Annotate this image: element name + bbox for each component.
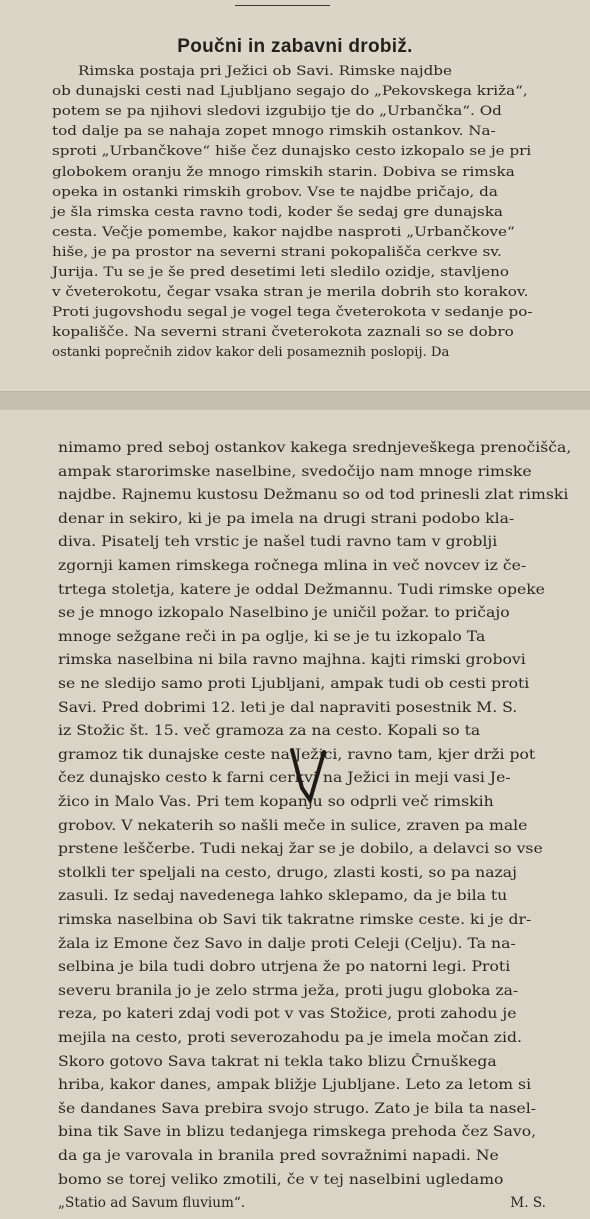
clipping-bottom xyxy=(0,410,590,1219)
text-line: diva. Pisatelj teh vrstic je našel tudi ravno tam v grobljі xyxy=(58,534,498,551)
text-line: stolkli ter speljali na cesto, drugo, zlasti kosti, so pa nazaj xyxy=(58,864,517,881)
text-line xyxy=(58,1193,576,1214)
text-line: najdbe. Rajnemu kustosu Dežmanu so od tod prinesli zlat rimski xyxy=(58,487,569,504)
text-line: hriba, kakor danes, ampak bližje Ljubljane. Leto za letom si xyxy=(58,1077,532,1094)
text-line: cesta. Večje pomembe, kakor najdbe nasproti „Urbančkove“ xyxy=(52,224,515,240)
text-line: je šla rimska cesta ravno todi, koder še sedaj gre dunajska xyxy=(52,204,503,220)
clipping-top xyxy=(0,0,590,392)
text-line: da ga je varovala in branila pred sovražnimi napadi. Ne xyxy=(58,1148,499,1164)
article-heading: Poučni in zabavni drobiž. xyxy=(177,36,413,57)
text-line: mnoge sežgane reči in pa oglje, ki se je tu izkopalo Ta xyxy=(58,628,486,645)
text-line: reza, po kateri zdaj vodi pot v vas Stožice, proti zahodu je xyxy=(58,1006,517,1023)
text-line: opeka in ostanki rimskih grobov. Vse te najdbe pričajo, da xyxy=(52,184,498,200)
author-signature: M. S. xyxy=(510,1195,546,1212)
text-line: Savi. Pred dobrimi 12. leti je dal napraviti posestnik M. S. xyxy=(58,699,518,716)
text-line: sproti „Urbančkove“ hiše čez dunajsko cesto izkopalo se je pri xyxy=(52,144,532,160)
ink-mark xyxy=(288,748,328,804)
text-line: bina tik Save in blizu tedanjega rimskega prehoda čez Savo, xyxy=(58,1124,537,1141)
text-line: v čveterokotu, čegar vsaka stran je merila dobrih sto korakov. xyxy=(52,285,529,301)
text-line: prstene leščerbe. Tudi nekaj žar se je dobilo, a delavci so vse xyxy=(58,841,543,858)
text-line: čez dunajsko cesto k farni cerkvi na Ježici in meji vasi Je- xyxy=(58,770,511,787)
text-line: Rimska postaja pri Ježici ob Savi. Rimske najdbe xyxy=(78,64,452,79)
text-line: mejila na cesto, proti severozahodu pa je imela močan zid. xyxy=(58,1030,522,1046)
clipping-gap xyxy=(0,392,590,410)
closing-quote: „Statio ad Savum fluvium“. xyxy=(58,1195,246,1212)
text-line: hiše, je pa prostor na severni strani pokopališča cerkve sv. xyxy=(52,244,502,260)
text-line: zgornji kamen rimskega ročnega mlina in več novcev iz če- xyxy=(58,558,527,574)
text-line: tod dalje pa se nahaja zopet mnogo rimskih ostankov. Na- xyxy=(52,124,496,140)
text-line: rimska naselbina ni bila ravno majhna. kajti rimski grobovi xyxy=(58,652,526,669)
text-line: Jurija. Tu se je še pred desetimi leti sledilo ozidje, stavljeno xyxy=(52,265,510,280)
text-line: Proti jugovshodu segal je vogel tega čveterokota v sedanje po- xyxy=(52,305,533,321)
text-line: ostanki poprečnih zidov kakor deli posameznih poslopij. Da xyxy=(52,345,450,361)
text-line: se je mnogo izkopalo Naselbino je uničil požar. to pričajo xyxy=(58,605,510,622)
text-line: potem se pa njihovi sledovi izgubijo tje do „Urbančka“. Od xyxy=(52,104,502,120)
text-line: se ne sledijo samo proti Ljubljani, ampak tudi ob cesti proti xyxy=(58,676,530,692)
article-bottom-text xyxy=(0,410,590,1219)
text-line: Skoro gotovo Sava takrat ni tekla tako blizu Črnuškega xyxy=(58,1053,497,1070)
text-line: žala iz Emone čez Savo in dalje proti Celeji (Celju). Ta na- xyxy=(58,935,516,952)
text-line: kopališče. Na severni strani čveterokota zaznali so se dobro xyxy=(52,325,514,341)
text-line: ampak starorimske naselbine, svedočijo nam mnoge rimske xyxy=(58,463,532,480)
text-line: rimska naselbina ob Savi tik takratne rimske ceste. ki je dr- xyxy=(58,912,532,928)
text-line: ob dunajski cesti nad Ljubljano segajo do „Pekovskega križa“, xyxy=(52,84,528,100)
text-line: bomo se torej veliko zmotili, če v tej naselbini ugledamo xyxy=(58,1171,504,1188)
text-line: globokem oranju že mnogo rimskih starin. Dobiva se rimska xyxy=(52,164,515,180)
text-line: iz Stožic št. 15. več gramoza za na cesto. Kopali so ta xyxy=(58,723,481,740)
text-line: zasuli. Iz sedaj navedenega lahko sklepamo, da je bila tu xyxy=(58,888,508,905)
text-line: severu branila jo je zelo strma ježa, proti jugu globoka za- xyxy=(58,982,519,999)
text-line: selbina je bila tudi dobro utrjena že po natorni legi. Proti xyxy=(58,959,511,976)
text-line: grobov. V nekaterih so našli meče in sulice, zraven pa male xyxy=(58,817,528,834)
text-line: žico in Malo Vas. Pri tem kopanju so odprli več rimskih xyxy=(58,794,494,810)
text-line: še dandanes Sava prebira svojo strugo. Zato je bila ta nasel- xyxy=(58,1100,537,1117)
text-line: nimamo pred seboj ostankov kakega srednjeveškega prenočišča, xyxy=(58,440,572,456)
text-line: denar in sekiro, ki je pa imela na drugi strani podobo kla- xyxy=(58,510,515,527)
article-top-text xyxy=(0,0,590,391)
text-line: trtega stoletja, katere je oddal Dežmannu. Tudi rimske opeke xyxy=(58,581,545,598)
text-line: gramoz tik dunajske ceste na Ježici, ravno tam, kjer drži pot xyxy=(58,746,536,763)
